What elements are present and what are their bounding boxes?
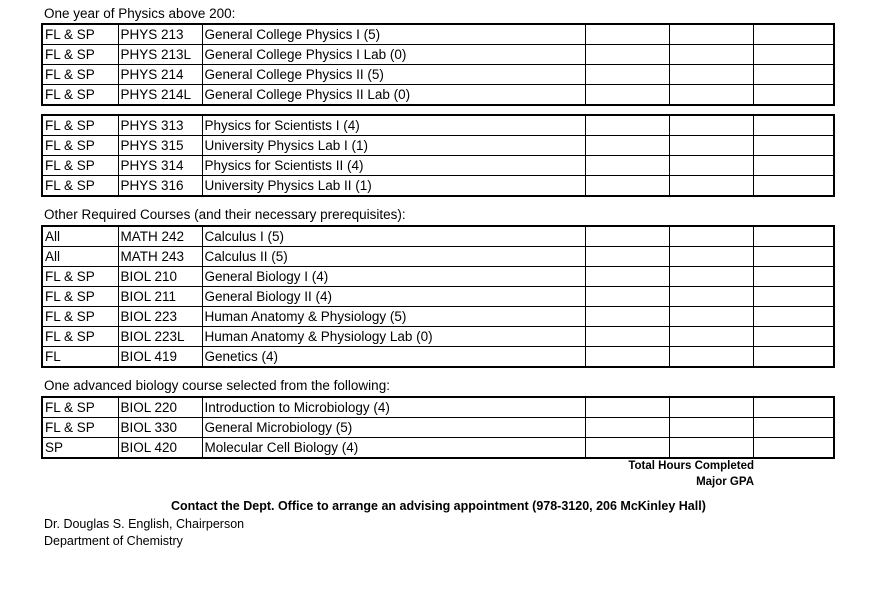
semester-cell[interactable] (585, 287, 669, 307)
semester-cell[interactable] (585, 267, 669, 287)
course-code-cell: MATH 243 (118, 247, 202, 267)
table-row (42, 267, 834, 287)
grade-cell[interactable] (669, 438, 753, 459)
hours-cell[interactable] (753, 438, 834, 459)
major-gpa-label: Major GPA (696, 476, 754, 488)
hours-cell[interactable] (753, 226, 834, 247)
course-title-cell: Introduction to Microbiology (4) (202, 397, 585, 418)
grade-cell[interactable] (669, 226, 753, 247)
semester-cell[interactable] (585, 24, 669, 45)
course-title-cell: Genetics (4) (202, 347, 585, 368)
term-cell: FL & SP (42, 327, 118, 347)
course-code-cell: BIOL 223 (118, 307, 202, 327)
grade-cell[interactable] (669, 136, 753, 156)
hours-cell[interactable] (753, 156, 834, 176)
total-hours-label: Total Hours Completed (628, 460, 754, 472)
course-code-cell: BIOL 220 (118, 397, 202, 418)
course-title-cell: Calculus I (5) (202, 226, 585, 247)
grade-cell[interactable] (669, 397, 753, 418)
grade-cell[interactable] (669, 65, 753, 85)
table-row (42, 438, 834, 459)
table-row (42, 327, 834, 347)
table-row (42, 307, 834, 327)
hours-cell[interactable] (753, 85, 834, 106)
term-cell: FL & SP (42, 24, 118, 45)
term-cell: FL & SP (42, 267, 118, 287)
course-title-cell: General Microbiology (5) (202, 418, 585, 438)
term-cell: FL & SP (42, 115, 118, 136)
term-cell: FL & SP (42, 45, 118, 65)
table-row (42, 176, 834, 197)
term-cell: FL & SP (42, 307, 118, 327)
course-table-physics-alt (41, 114, 835, 197)
course-title-cell: General College Physics II (5) (202, 65, 585, 85)
semester-cell[interactable] (585, 327, 669, 347)
course-code-cell: BIOL 420 (118, 438, 202, 459)
course-title-cell: Physics for Scientists II (4) (202, 156, 585, 176)
semester-cell[interactable] (585, 347, 669, 368)
course-title-cell: University Physics Lab I (1) (202, 136, 585, 156)
term-cell: FL & SP (42, 156, 118, 176)
course-code-cell: BIOL 211 (118, 287, 202, 307)
course-code-cell: BIOL 223L (118, 327, 202, 347)
grade-cell[interactable] (669, 287, 753, 307)
department-name: Department of Chemistry (44, 534, 183, 548)
table-row (42, 397, 834, 418)
term-cell: FL & SP (42, 85, 118, 106)
table-row (42, 156, 834, 176)
grade-cell[interactable] (669, 24, 753, 45)
table-row (42, 226, 834, 247)
course-title-cell: General Biology II (4) (202, 287, 585, 307)
section-title-advanced-bio: One advanced biology course selected from the following: (44, 378, 390, 393)
semester-cell[interactable] (585, 85, 669, 106)
term-cell: FL (42, 347, 118, 368)
course-title-cell: General College Physics II Lab (0) (202, 85, 585, 106)
course-code-cell: MATH 242 (118, 226, 202, 247)
table-row (42, 247, 834, 267)
course-code-cell: BIOL 210 (118, 267, 202, 287)
course-code-cell: PHYS 313 (118, 115, 202, 136)
section-title-other-required: Other Required Courses (and their necessary prerequisites): (44, 207, 406, 222)
semester-cell[interactable] (585, 397, 669, 418)
grade-cell[interactable] (669, 176, 753, 197)
semester-cell[interactable] (585, 176, 669, 197)
course-title-cell: General College Physics I Lab (0) (202, 45, 585, 65)
grade-cell[interactable] (669, 418, 753, 438)
semester-cell[interactable] (585, 156, 669, 176)
grade-cell[interactable] (669, 347, 753, 368)
semester-cell[interactable] (585, 418, 669, 438)
grade-cell[interactable] (669, 307, 753, 327)
hours-cell[interactable] (753, 45, 834, 65)
hours-cell[interactable] (753, 247, 834, 267)
table-row (42, 418, 834, 438)
hours-cell[interactable] (753, 24, 834, 45)
table-row (42, 45, 834, 65)
grade-cell[interactable] (669, 267, 753, 287)
term-cell: FL & SP (42, 418, 118, 438)
term-cell: SP (42, 438, 118, 459)
hours-cell[interactable] (753, 115, 834, 136)
grade-cell[interactable] (669, 156, 753, 176)
semester-cell[interactable] (585, 438, 669, 459)
table-row (42, 287, 834, 307)
hours-cell[interactable] (753, 307, 834, 327)
course-title-cell: Human Anatomy & Physiology Lab (0) (202, 327, 585, 347)
course-title-cell: Physics for Scientists I (4) (202, 115, 585, 136)
semester-cell[interactable] (585, 307, 669, 327)
hours-cell[interactable] (753, 327, 834, 347)
grade-cell[interactable] (669, 45, 753, 65)
hours-cell[interactable] (753, 267, 834, 287)
term-cell: All (42, 247, 118, 267)
term-cell: FL & SP (42, 287, 118, 307)
table-row (42, 85, 834, 106)
course-title-cell: Human Anatomy & Physiology (5) (202, 307, 585, 327)
course-code-cell: PHYS 314 (118, 156, 202, 176)
course-code-cell: PHYS 316 (118, 176, 202, 197)
semester-cell[interactable] (585, 115, 669, 136)
hours-cell[interactable] (753, 65, 834, 85)
course-title-cell: Molecular Cell Biology (4) (202, 438, 585, 459)
course-code-cell: PHYS 214L (118, 85, 202, 106)
semester-cell[interactable] (585, 136, 669, 156)
table-row (42, 136, 834, 156)
hours-cell[interactable] (753, 397, 834, 418)
hours-cell[interactable] (753, 287, 834, 307)
grade-cell[interactable] (669, 247, 753, 267)
course-title-cell: General Biology I (4) (202, 267, 585, 287)
semester-cell[interactable] (585, 45, 669, 65)
hours-cell[interactable] (753, 347, 834, 368)
course-table-advanced-bio (41, 396, 835, 459)
hours-cell[interactable] (753, 418, 834, 438)
course-table-physics-200 (41, 23, 835, 106)
table-row (42, 24, 834, 45)
grade-cell[interactable] (669, 327, 753, 347)
course-title-cell: University Physics Lab II (1) (202, 176, 585, 197)
grade-cell[interactable] (669, 115, 753, 136)
course-table-other-required (41, 225, 835, 368)
course-code-cell: BIOL 330 (118, 418, 202, 438)
course-code-cell: BIOL 419 (118, 347, 202, 368)
course-code-cell: PHYS 213 (118, 24, 202, 45)
hours-cell[interactable] (753, 136, 834, 156)
table-row (42, 115, 834, 136)
course-code-cell: PHYS 213L (118, 45, 202, 65)
course-code-cell: PHYS 214 (118, 65, 202, 85)
term-cell: FL & SP (42, 397, 118, 418)
table-row (42, 65, 834, 85)
table-row (42, 347, 834, 368)
term-cell: All (42, 226, 118, 247)
course-title-cell: Calculus II (5) (202, 247, 585, 267)
course-code-cell: PHYS 315 (118, 136, 202, 156)
semester-cell[interactable] (585, 226, 669, 247)
course-title-cell: General College Physics I (5) (202, 24, 585, 45)
section-title-physics-200: One year of Physics above 200: (44, 6, 236, 21)
grade-cell[interactable] (669, 85, 753, 106)
hours-cell[interactable] (753, 176, 834, 197)
semester-cell[interactable] (585, 65, 669, 85)
semester-cell[interactable] (585, 247, 669, 267)
chairperson-name: Dr. Douglas S. English, Chairperson (44, 517, 245, 531)
term-cell: FL & SP (42, 136, 118, 156)
contact-notice: Contact the Dept. Office to arrange an advising appointment (978-3120, 206 McKinley Hall) (171, 499, 706, 513)
term-cell: FL & SP (42, 65, 118, 85)
term-cell: FL & SP (42, 176, 118, 197)
